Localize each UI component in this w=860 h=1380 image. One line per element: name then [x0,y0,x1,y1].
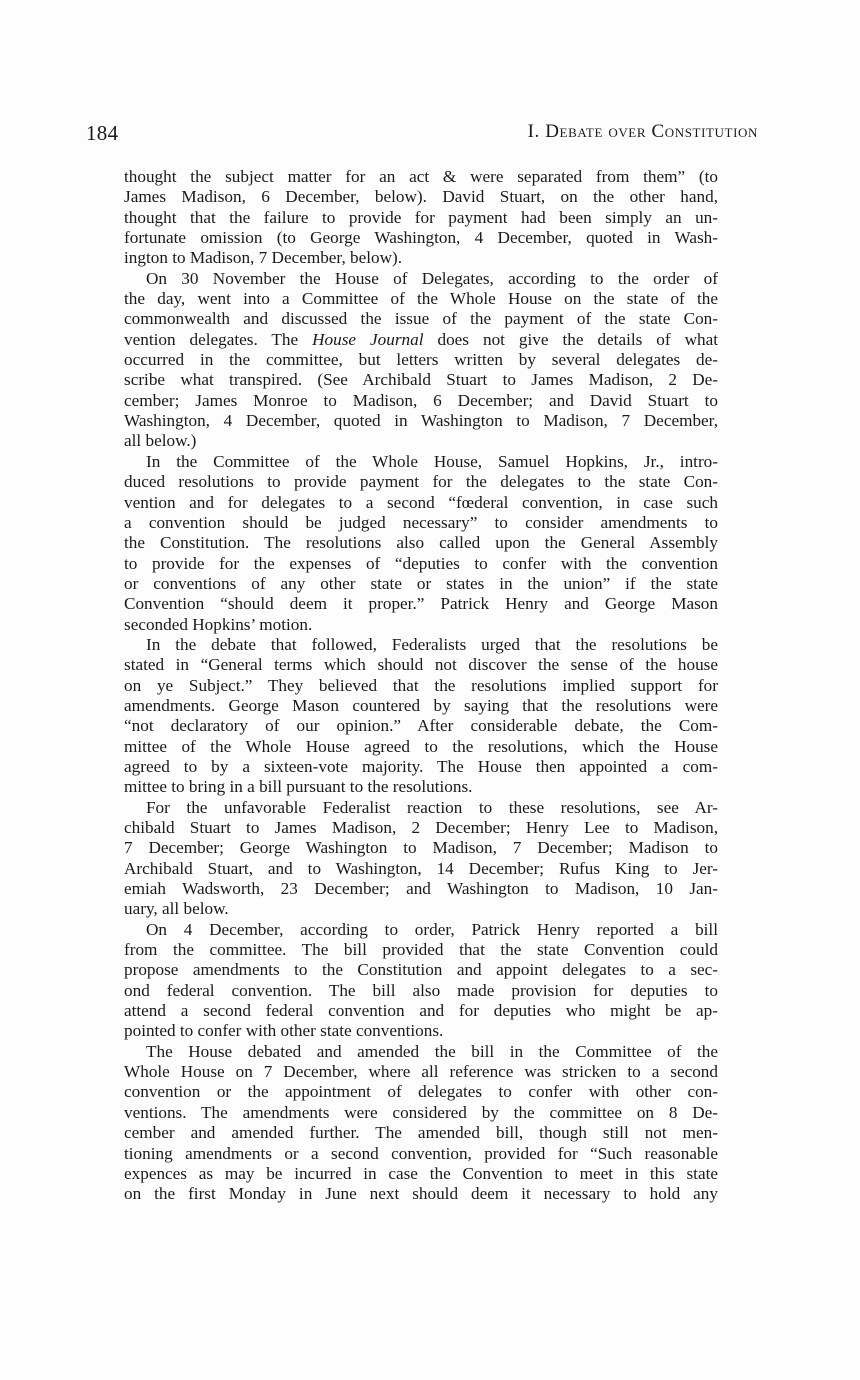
text-line: emiah Wadsworth, 23 December; and Washington to Madison, 10 Jan- [124,879,718,899]
text-line: ington to Madison, 7 December, below). [124,248,403,268]
text-line: a convention should be judged necessary” to consider amendments to [124,512,718,532]
text-line: agreed to by a sixteen-vote majority. The House then appointed a com- [124,756,718,776]
text-line: The House debated and amended the bill in the Committee of the [146,1041,718,1061]
text-line: scribe what transpired. (See Archibald Stuart to James Madison, 2 De- [124,370,718,390]
text-line: on the first Monday in June next should deem it necessary to hold any [124,1184,718,1204]
paragraph [124,1042,718,1205]
text-line: or conventions of any other state or states in the union” if the state [124,573,718,593]
paragraph [124,452,718,635]
text-line: attend a second federal convention and for deputies who might be ap- [124,1001,718,1021]
text-line: cember and amended further. The amended bill, though still not men- [124,1123,718,1143]
text-line: from the committee. The bill provided that the state Convention could [124,940,718,960]
text-line: fortunate omission (to George Washington, 4 December, quoted in Wash- [124,228,718,248]
text-line: mittee to bring in a bill pursuant to the resolutions. [124,777,473,797]
text-line: on ye Subject.” They believed that the resolutions implied support for [124,675,718,695]
text-line: seconded Hopkins’ motion. [124,614,313,634]
text-line: pointed to confer with other state conventions. [124,1021,444,1041]
text-line: tioning amendments or a second convention, provided for “Such reasonable [124,1143,718,1163]
text-line: ventions. The amendments were considered by the committee on 8 De- [124,1102,718,1122]
paragraph [124,798,718,920]
text-line: mittee of the Whole House agreed to the resolutions, which the House [124,736,718,756]
chapter-title: I. Debate over Constitution [527,121,758,142]
text-line: chibald Stuart to James Madison, 2 December; Henry Lee to Madison, [124,818,718,837]
text-line: thought that the failure to provide for payment had been simply an un- [124,207,718,227]
text-line: expences as may be incurred in case the Convention to meet in this state [124,1163,718,1183]
running-head [86,121,758,147]
text-line: stated in “General terms which should not discover the sense of the house [124,655,718,675]
paragraph [124,920,718,1042]
text-line: In the debate that followed, Federalists urged that the resolutions be [146,634,718,654]
paragraph [124,635,718,798]
text-line: In the Committee of the Whole House, Samuel Hopkins, Jr., intro- [146,451,718,471]
text-line: For the unfavorable Federalist reaction to these resolutions, see Ar- [146,797,718,817]
text-line: Convention “should deem it proper.” Patrick Henry and George Mason [124,594,718,614]
text-line: uary, all below. [124,899,229,919]
text-line: all below.) [124,431,197,451]
text-line: James Madison, 6 December, below). David Stuart, on the other hand, [124,187,718,207]
text-line: “not declaratory of our opinion.” After considerable debate, the Com- [124,716,718,736]
text-line: vention and for delegates to a second “fœderal convention, in case such [124,492,718,512]
text-line: duced resolutions to provide payment for the delegates to the state Con- [124,472,718,492]
paragraph [124,167,718,269]
text-line: Whole House on 7 December, where all reference was stricken to a second [124,1062,718,1082]
text-line: On 30 November the House of Delegates, according to the order of [146,268,718,288]
text-line: cember; James Monroe to Madison, 6 December; and David Stuart to [124,390,718,410]
text-line: ond federal convention. The bill also made provision for deputies to [124,980,718,1000]
text-line: the Constitution. The resolutions also called upon the General Assembly [124,533,718,553]
page-number: 184 [86,121,119,145]
text-line: On 4 December, according to order, Patrick Henry reported a bill [146,919,718,939]
text-line: Washington, 4 December, quoted in Washington to Madison, 7 December, [124,411,718,431]
text-line: thought the subject matter for an act & were separated from them” (to [124,167,718,186]
body-text [124,167,718,1205]
text-line: propose amendments to the Constitution and appoint delegates to a sec- [124,960,718,980]
text-line: 7 December; George Washington to Madison, 7 December; Madison to [124,838,718,858]
text-line: the day, went into a Committee of the Whole House on the state of the [124,289,718,309]
text-line: Archibald Stuart, and to Washington, 14 December; Rufus King to Jer- [124,858,718,878]
text-line: occurred in the committee, but letters written by several delegates de- [124,350,718,370]
text-line: to provide for the expenses of “deputies to confer with the convention [124,553,718,573]
text-line: vention delegates. The House Journal does not give the details of what [124,329,719,349]
paragraph [124,269,718,452]
text-line: commonwealth and discussed the issue of the payment of the state Con- [124,309,718,329]
text-line: convention or the appointment of delegates to confer with other con- [124,1082,718,1102]
text-line: amendments. George Mason countered by saying that the resolutions were [124,695,718,715]
